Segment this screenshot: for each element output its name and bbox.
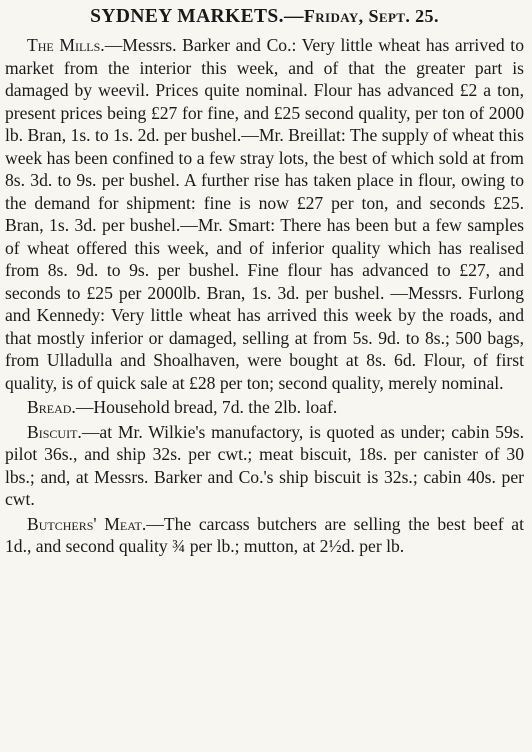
heading-title: SYDNEY MARKETS.— bbox=[90, 6, 304, 27]
section-bread bbox=[5, 396, 524, 419]
section-body: —Household bread, 7d. the 2lb. loaf. bbox=[75, 397, 338, 417]
section-lead: Butchers' Meat. bbox=[27, 513, 147, 534]
section-lead: Biscuit. bbox=[27, 421, 82, 442]
section-butchers-meat bbox=[5, 513, 524, 558]
section-body: —Messrs. Barker and Co.: Very little wheat has arrived to market from the interior this week, and of that the greater part is damaged by weevil. Prices quite nominal. Flour has advanced £2 a ton, present prices being £27 for fine, and £25 second quality, per ton of 2000 lb. Bran, 1s. to 1s. 2d. per bushel.—Mr. Breillat: The supply of wheat this week has been confined to a few stray lots, the best of which sold at from 8s. 3d. to 9s. per bushel. A further rise has taken place in flour, owing to the demand for shipment: fine is now £27 per ton, and seconds £25. Bran, 1s. 3d. per bushel.—Mr. Smart: There has been but a few samples of wheat offered this week, and of inferior quality which has realised from 8s. 9d. to 9s. per bushel. Fine flour has advanced to £27, and seconds to £25 per 2000lb. Bran, 1s. 3d. per bushel. —Messrs. Furlong and Kennedy: Very little wheat has arrived this week by the roads, and that mostly inferior or damaged, selling at from 5s. 9d. to 8s.; 500 bags, from Ulladulla and Shoalhaven, were bought at 8s. 6d. Flour, of first quality, is of quick sale at £28 per ton; second quality, merely nominal. bbox=[5, 35, 524, 393]
heading-date: Friday, Sept. 25. bbox=[303, 6, 439, 26]
section-the-mills bbox=[5, 34, 524, 394]
section-biscuit bbox=[5, 421, 524, 511]
section-body: —The carcass butchers are selling the best beef at 1d., and second quality ¾ per lb.; mutton, at 2½d. per lb. bbox=[5, 513, 524, 556]
section-body: —at Mr. Wilkie's manufactory, is quoted as under; cabin 59s. pilot 36s., and ship 32s. per cwt.; meat biscuit, 18s. per canister of 30 lbs.; and, at Messrs. Barker and Co.'s ship biscuit is 32s.; cabin 40s. per cwt. bbox=[5, 421, 524, 509]
market-report-heading bbox=[5, 4, 524, 29]
section-lead: Bread. bbox=[27, 397, 76, 417]
section-lead: The Mills. bbox=[27, 35, 105, 55]
